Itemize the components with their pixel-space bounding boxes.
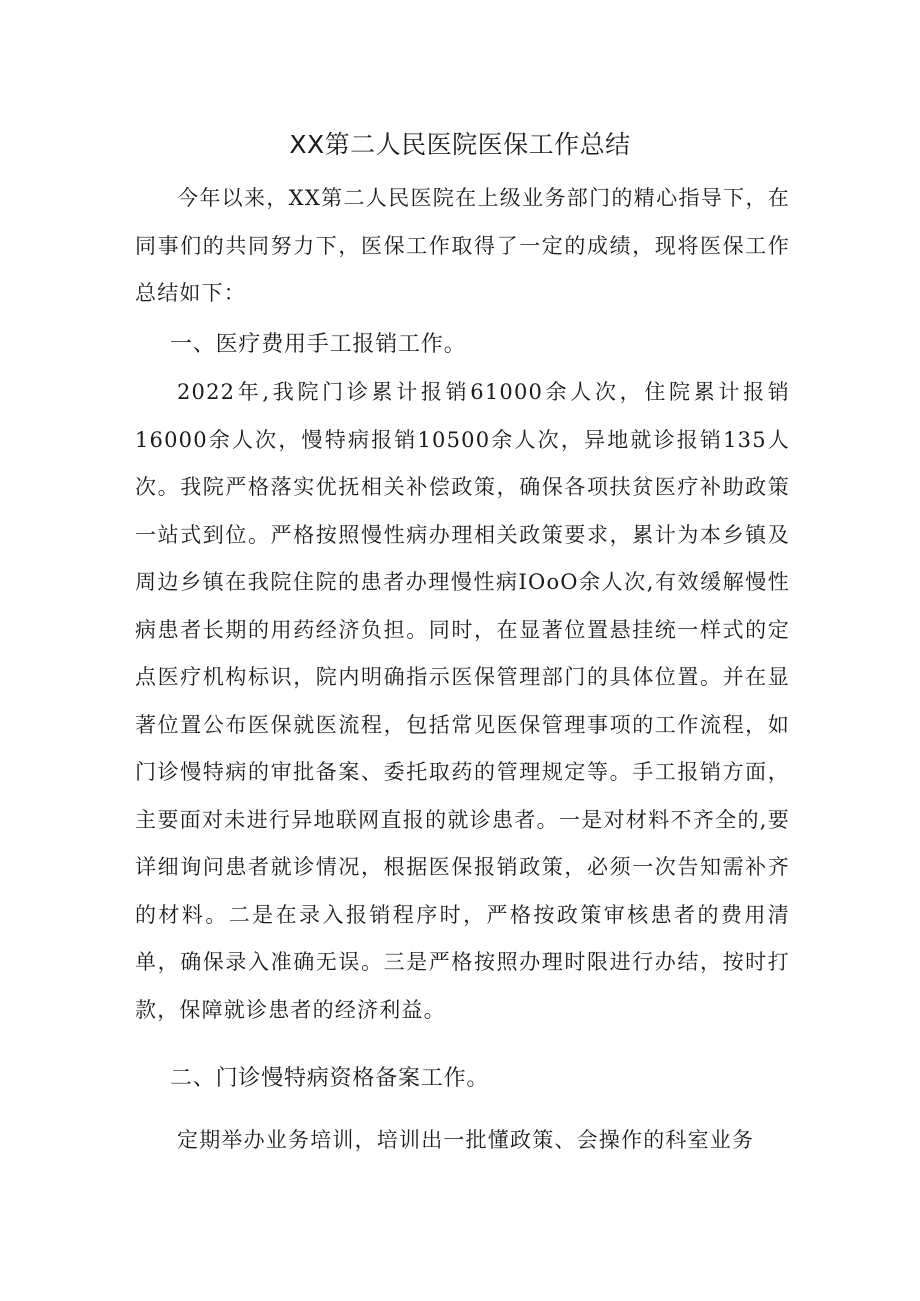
section-2-paragraph: 定期举办业务培训，培训出一批懂政策、会操作的科室业务 (177, 1128, 755, 1152)
document-title: XX第二人民医院医保工作总结 (289, 130, 631, 159)
section-1-paragraph: 2022年,我院门诊累计报销61000余人次，住院累计报销16000余人次，慢特病报销10500余人次，异地就诊报销135人次。我院严格落实优抚相关补偿政策，确保各项扶贫医疗补助政策一站式到位。严格按照慢性病办理相关政策要求，累计为本乡镇及周边乡镇在我院住院的患者办理慢性病IOoO余人次,有效缓解慢性病患者长期的用药经济负担。同时，在显著位置悬挂统一样式的定点医疗机构标识，院内明确指示医保管理部门的具体位置。并在显著位置公布医保就医流程，包括常见医保管理事项的工作流程，如门诊慢特病的审批备案、委托取药的管理规定等。手工报销方面，主要面对未进行异地联网直报的就诊患者。一是对材料不齐全的,要详细询问患者就诊情况，根据医保报销政策，必须一次告知需补齐的材料。二是在录入报销程序时，严格按政策审核患者的费用清单，确保录入准确无误。三是严格按照办理时限进行办结，按时打款，保障就诊患者的经济利益。 (135, 380, 790, 1022)
section-1-heading: 一、医疗费用手工报销工作。 (170, 332, 467, 357)
intro-paragraph: 今年以来，XX第二人民医院在上级业务部门的精心指导下，在同事们的共同努力下，医保工作取得了一定的成绩，现将医保工作总结如下： (135, 186, 790, 305)
section-2-heading: 二、门诊慢特病资格备案工作。 (170, 1066, 490, 1091)
